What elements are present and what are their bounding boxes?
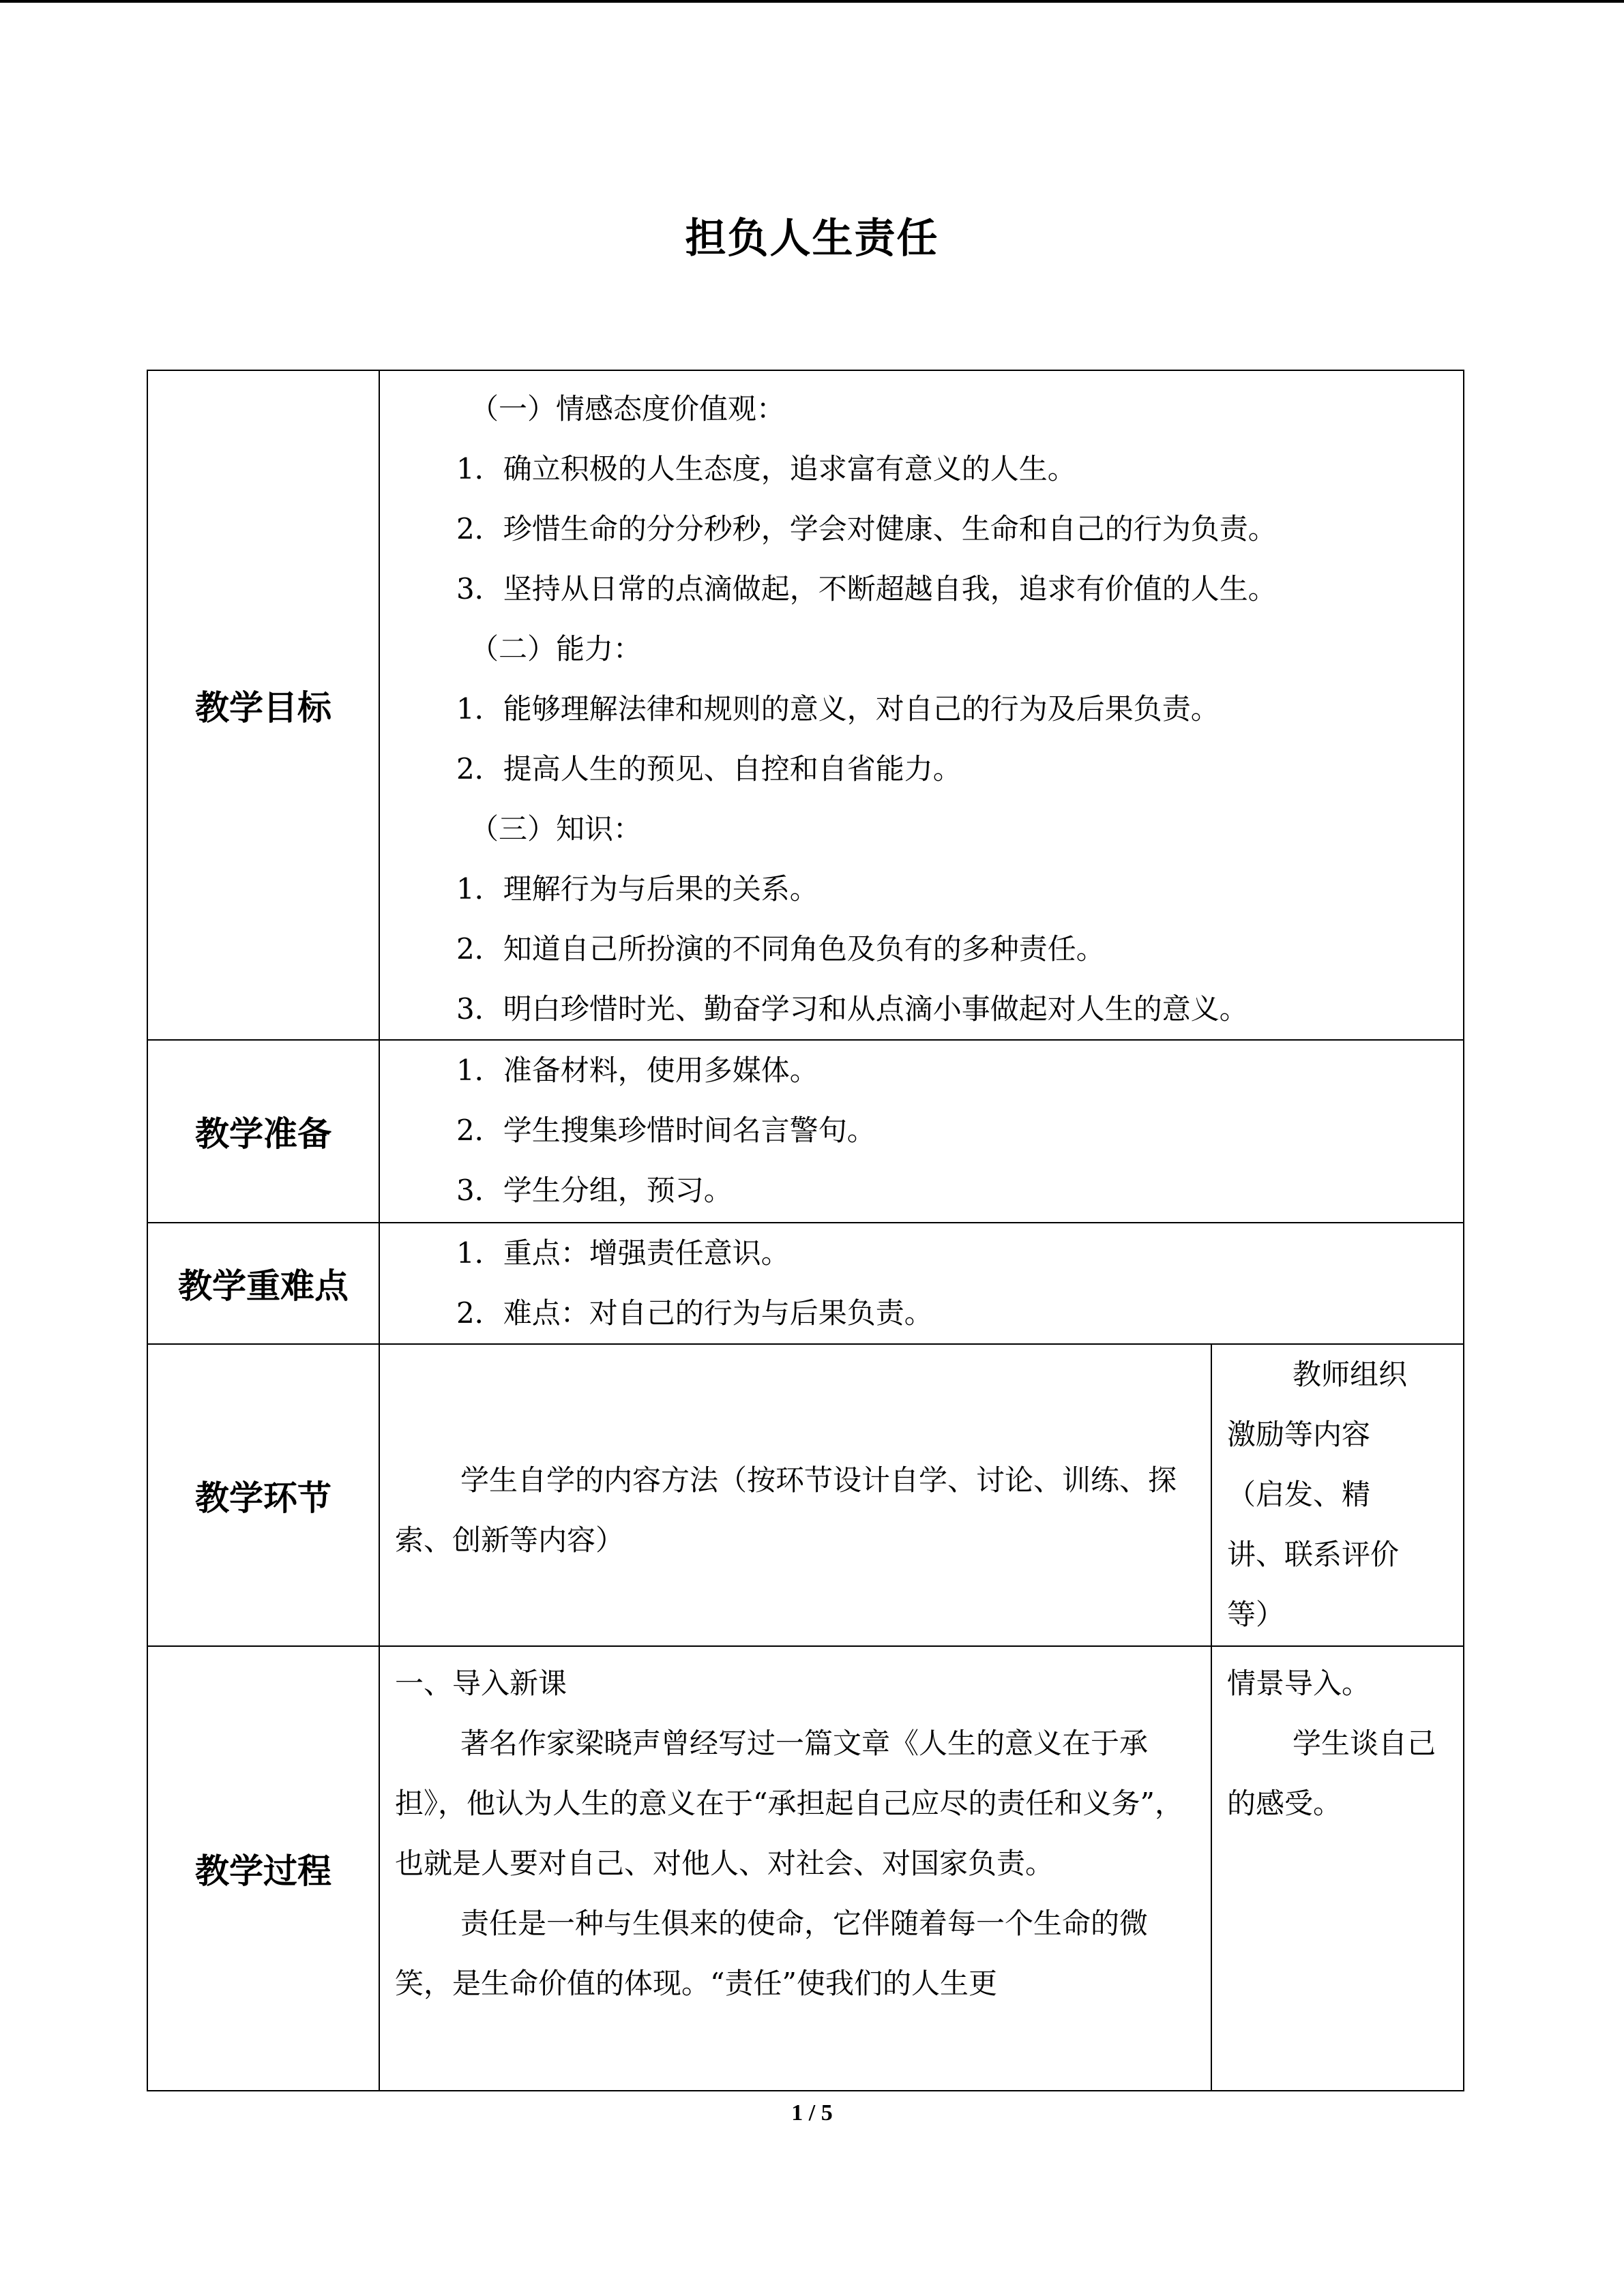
preparation-line: 1．准备材料，使用多媒体。 xyxy=(456,1054,818,1087)
goal-line: 1．理解行为与后果的关系。 xyxy=(456,872,818,906)
lesson-plan-table xyxy=(147,370,1464,2091)
label-teaching-process: 教学过程 xyxy=(147,1646,379,2091)
row-key-points xyxy=(147,1223,1464,1344)
key-point-line: 1．重点：增强责任意识。 xyxy=(456,1236,790,1270)
teacher-header-line: 讲、联系评价 xyxy=(1227,1538,1400,1571)
label-teaching-goals: 教学目标 xyxy=(147,370,379,1040)
goal-line: 1．确立积极的人生态度，追求富有意义的人生。 xyxy=(456,452,1076,486)
goal-line: （二）能力： xyxy=(470,632,643,666)
label-teaching-stages: 教学环节 xyxy=(147,1344,379,1646)
goal-line: 2．珍惜生命的分分秒秒，学会对健康、生命和自己的行为负责。 xyxy=(456,512,1277,546)
teacher-content-header xyxy=(1211,1344,1464,1646)
goal-line: 3．坚持从日常的点滴做起，不断超越自我，追求有价值的人生。 xyxy=(456,572,1277,606)
student-content-header xyxy=(379,1344,1211,1646)
process-paragraph: 责任是一种与生俱来的使命，它伴随着每一个生命的微笑，是生命价值的体现。“责任”使我们的人生更 xyxy=(395,1907,1149,2000)
goal-line: （一）情感态度价值观： xyxy=(470,392,786,426)
teacher-header-line: 等） xyxy=(1227,1598,1285,1631)
goal-line: 2．知道自己所扮演的不同角色及负有的多种责任。 xyxy=(456,932,1105,966)
teacher-header-line: 激励等内容 xyxy=(1227,1418,1371,1451)
row-teaching-process xyxy=(147,1646,1464,2091)
process-heading: 一、导入新课 xyxy=(395,1667,567,1700)
goal-line: 2．提高人生的预见、自控和自省能力。 xyxy=(456,752,962,786)
label-key-points: 教学重难点 xyxy=(147,1223,379,1344)
preparation-line: 2．学生搜集珍惜时间名言警句。 xyxy=(456,1114,876,1147)
process-paragraph: 著名作家梁晓声曾经写过一篇文章《人生的意义在于承担》，他认为人生的意义在于“承担起自己应尽的责任和义务”，也就是人要对自己、对他人、对社会、对国家负责。 xyxy=(395,1727,1183,1880)
key-points-content xyxy=(379,1223,1464,1344)
teaching-goals-content xyxy=(379,370,1464,1040)
student-content-text: 学生自学的内容方法（按环节设计自学、讨论、训练、探索、创新等内容） xyxy=(395,1463,1177,1557)
teaching-preparation-content xyxy=(379,1040,1464,1223)
teaching-process-content xyxy=(379,1646,1211,2091)
row-teaching-goals xyxy=(147,370,1464,1040)
row-teaching-stages xyxy=(147,1344,1464,1646)
key-point-line: 2．难点：对自己的行为与后果负责。 xyxy=(456,1296,933,1330)
teacher-header-line: （启发、精 xyxy=(1227,1478,1371,1511)
page-number: 1 / 5 xyxy=(791,2100,833,2126)
label-teaching-preparation: 教学准备 xyxy=(147,1040,379,1223)
document-title: 担负人生责任 xyxy=(685,215,939,263)
teacher-note: 学生谈自己的感受。 xyxy=(1227,1727,1436,1820)
teaching-process-notes xyxy=(1211,1646,1464,2091)
teacher-note: 情景导入。 xyxy=(1227,1667,1371,1700)
goal-line: （三）知识： xyxy=(470,812,643,846)
goal-line: 3．明白珍惜时光、勤奋学习和从点滴小事做起对人生的意义。 xyxy=(456,992,1248,1026)
row-teaching-preparation xyxy=(147,1040,1464,1223)
top-border-line xyxy=(0,0,1624,3)
teacher-header-line: 教师组织 xyxy=(1293,1358,1408,1391)
goal-line: 1．能够理解法律和规则的意义，对自己的行为及后果负责。 xyxy=(456,692,1220,726)
preparation-line: 3．学生分组，预习。 xyxy=(456,1174,733,1207)
